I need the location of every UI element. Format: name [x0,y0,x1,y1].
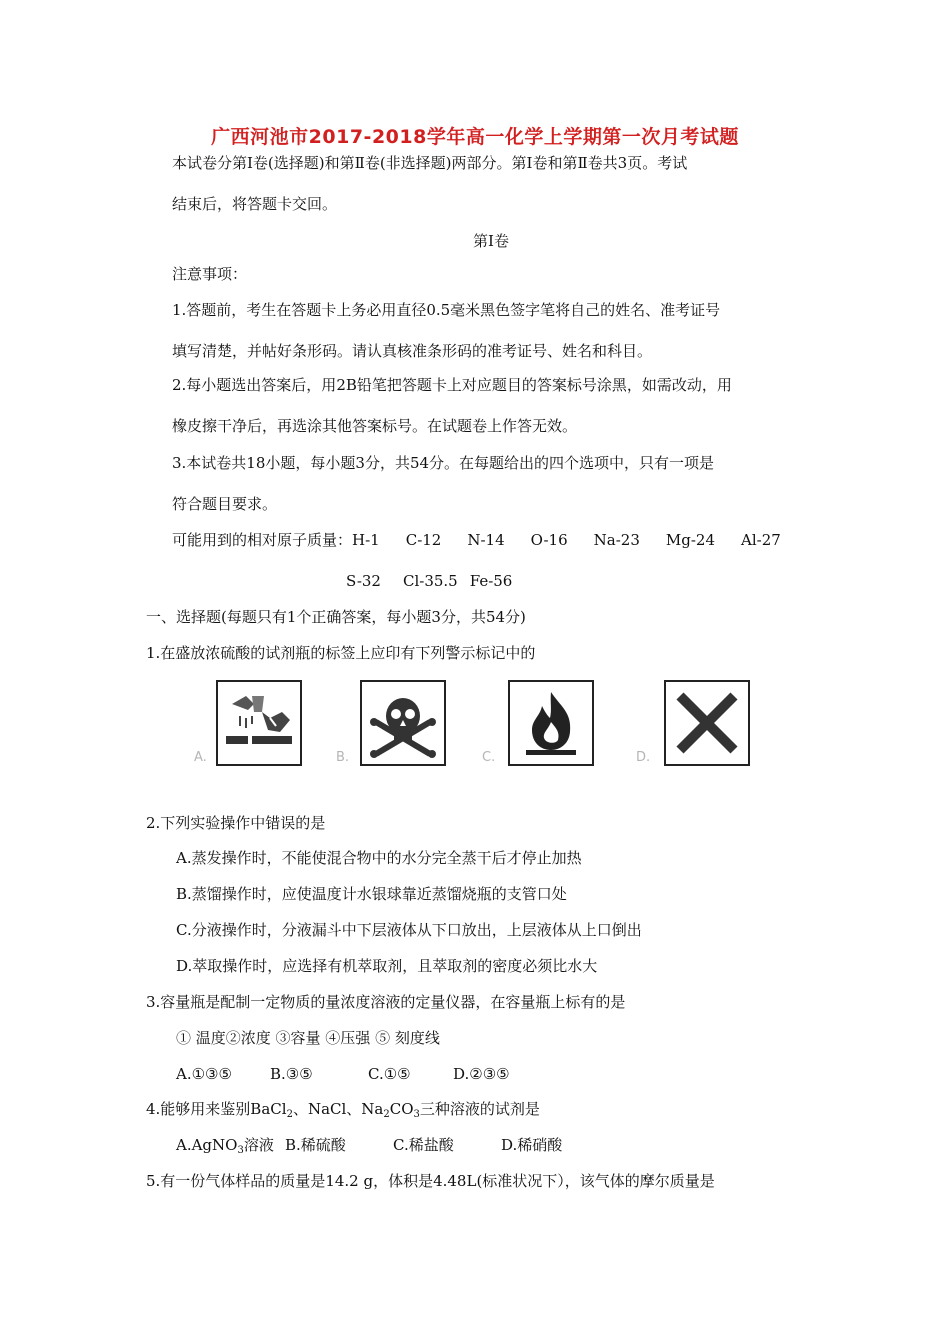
section-1-heading: 一、选择题(每题只有1个正确答案，每小题3分，共54分) [146,608,526,626]
page-title: 广西河池市2017-2018学年高一化学上学期第一次月考试题 [211,126,739,148]
note-2-line-2: 橡皮擦干净后，再选涂其他答案标号。在试题卷上作答无效。 [172,417,578,435]
option-d-letter: D. [636,750,651,765]
note-1-line-2: 填写清楚，并帖好条形码。请认真核准条形码的准考证号、姓名和科目。 [172,342,653,360]
atomic-mass-row-1 [172,530,781,550]
question-3-items: ① 温度②浓度 ③容量 ④压强 ⑤ 刻度线 [176,1029,440,1047]
question-3-option-a: A.①③⑤ [176,1065,232,1083]
question-3-stem: 3.容量瓶是配制一定物质的量浓度溶液的定量仪器，在容量瓶上标有的是 [146,993,626,1011]
cross-x-icon [666,682,748,764]
subscript: 2 [383,1109,390,1120]
option-b-sign [336,680,450,770]
stem-text: 4.能够用来鉴别BaCl [146,1100,287,1118]
question-2-option-d: D.萃取操作时，应选择有机萃取剂，且萃取剂的密度必须比水大 [176,957,598,975]
option-a-sign [194,680,306,770]
option-b-letter: B. [336,750,350,765]
question-1-stem: 1.在盛放浓硫酸的试剂瓶的标签上应印有下列警示标记中的 [146,644,536,662]
subscript: 3 [237,1145,244,1156]
option-c-letter: C. [482,750,496,765]
atomic-mass-item: N-14 [467,531,505,549]
option-a-letter: A. [194,750,207,765]
question-4-option-b: B.稀硫酸 [285,1136,346,1154]
skull-crossbones-icon [362,682,444,764]
atomic-mass-row-2 [346,571,538,591]
atomic-mass-item: H-1 [352,531,380,549]
atomic-mass-item: S-32 [346,572,381,590]
atomic-mass-item: Mg-24 [665,531,716,549]
note-3-line-2: 符合题目要求。 [172,495,278,513]
subscript: 2 [286,1109,293,1120]
question-3-option-d: D.②③⑤ [453,1065,510,1083]
question-4-option-a [176,1135,274,1158]
question-2-option-b: B.蒸馏操作时，应使温度计水银球靠近蒸馏烧瓶的支管口处 [176,885,567,903]
notes-heading: 注意事项： [172,265,248,283]
stem-text: CO [389,1100,414,1118]
atomic-mass-item: Na-23 [593,531,640,549]
question-2-stem: 2.下列实验操作中错误的是 [146,814,326,832]
stem-text: 三种溶液的试剂是 [419,1100,540,1118]
subscript: 3 [413,1109,420,1120]
intro-line-2: 结束后，将答题卡交回。 [172,195,338,213]
question-2-option-a: A.蒸发操作时，不能使混合物中的水分完全蒸干后才停止加热 [176,849,582,867]
question-3-option-b: B.③⑤ [270,1065,313,1083]
intro-line-1: 本试卷分第Ⅰ卷(选择题)和第Ⅱ卷(非选择题)两部分。第Ⅰ卷和第Ⅱ卷共3页。考试 [172,154,688,172]
atomic-mass-item: Cl-35.5 [402,572,458,590]
atomic-mass-item: O-16 [530,531,568,549]
question-4-option-c: C.稀盐酸 [393,1136,454,1154]
note-1-line-1: 1.答题前，考生在答题卡上务必用直径0.5毫米黑色签字笔将自己的姓名、准考证号 [172,301,721,319]
atomic-mass-item: Fe-56 [469,572,513,590]
flame-icon [510,682,592,764]
note-2-line-1: 2.每小题选出答案后，用2B铅笔把答题卡上对应题目的答案标号涂黑，如需改动，用 [172,376,732,394]
corrosive-icon [218,682,300,764]
option-text: 溶液 [243,1136,274,1154]
question-2-option-c: C.分液操作时，分液漏斗中下层液体从下口放出，上层液体从上口倒出 [176,921,642,939]
question-5-stem: 5.有一份气体样品的质量是14.2 g，体积是4.48L(标准状况下），该气体的摩尔质量是 [146,1172,715,1190]
atomic-mass-item: Al-27 [741,531,781,549]
part-heading: 第Ⅰ卷 [473,232,509,250]
question-3-option-c: C.①⑤ [368,1065,411,1083]
note-3-line-1: 3.本试卷共18小题，每小题3分，共54分。在每题给出的四个选项中，只有一项是 [172,454,715,472]
option-c-sign [482,680,598,770]
stem-text: 、NaCl、Na [292,1100,384,1118]
option-d-sign [636,680,754,770]
atomic-mass-label: 可能用到的相对原子质量： [172,531,353,549]
question-4-option-d: D.稀硝酸 [501,1136,563,1154]
question-4-stem [146,1099,540,1122]
option-text: A.AgNO [176,1136,238,1154]
atomic-mass-item: C-12 [405,531,442,549]
